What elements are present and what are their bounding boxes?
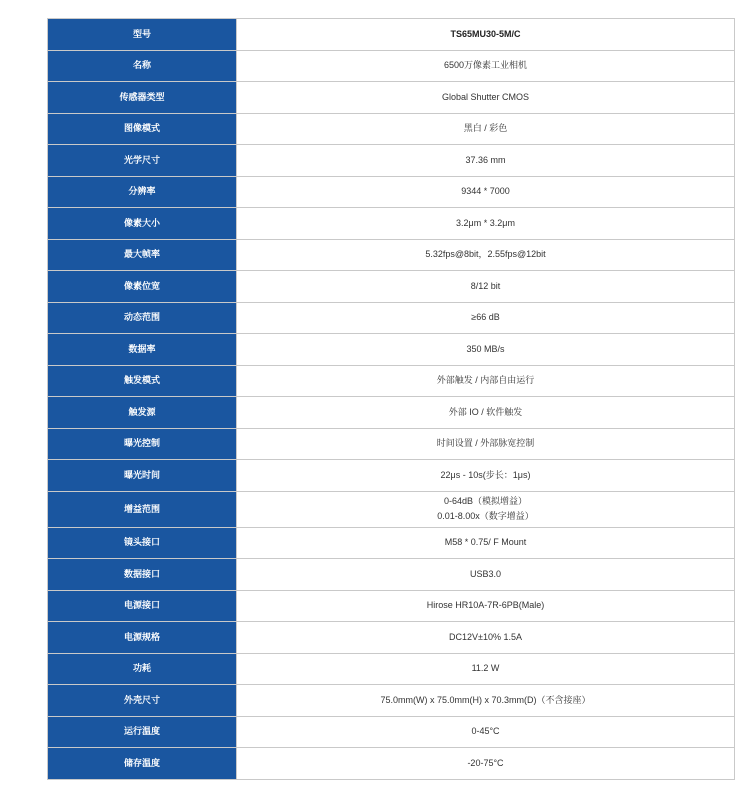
table-row [48,428,735,460]
spec-label-power-consumption: 功耗 [48,653,237,685]
spec-label-trigger-mode: 触发模式 [48,365,237,397]
table-row [48,590,735,622]
table-row [48,460,735,492]
table-row [48,334,735,366]
table-row [48,748,735,780]
table-row [48,19,735,51]
table-row [48,491,735,527]
spec-value-dynamic-range: ≥66 dB [237,302,735,334]
spec-value-resolution: 9344 * 7000 [237,176,735,208]
table-row [48,527,735,559]
spec-label-sensor-type: 传感器类型 [48,82,237,114]
spec-label-trigger-source: 触发源 [48,397,237,429]
spec-value-max-frame-rate: 5.32fps@8bit，2.55fps@12bit [237,239,735,271]
spec-value-exposure-time: 22μs - 10s(步长：1μs) [237,460,735,492]
spec-label-name: 名称 [48,50,237,82]
gain-range-analog: 0-64dB（模拟增益） [443,496,528,506]
spec-label-image-mode: 图像模式 [48,113,237,145]
spec-value-lens-mount: M58 * 0.75/ F Mount [237,527,735,559]
spec-label-resolution: 分辨率 [48,176,237,208]
table-row [48,397,735,429]
spec-label-storage-temp: 储存温度 [48,748,237,780]
spec-value-data-interface: USB3.0 [237,559,735,591]
spec-label-max-frame-rate: 最大帧率 [48,239,237,271]
spec-label-exposure-time: 曝光时间 [48,460,237,492]
spec-label-optical-size: 光学尺寸 [48,145,237,177]
spec-label-gain-range: 增益范围 [48,491,237,527]
spec-value-power-connector: Hirose HR10A-7R-6PB(Male) [237,590,735,622]
table-row [48,622,735,654]
spec-value-storage-temp: -20-75°C [237,748,735,780]
spec-value-housing-size: 75.0mm(W) x 75.0mm(H) x 70.3mm(D)（不含接座） [237,685,735,717]
spec-value-image-mode: 黑白 / 彩色 [237,113,735,145]
spec-value-operating-temp: 0-45°C [237,716,735,748]
table-row [48,50,735,82]
spec-label-exposure-control: 曝光控制 [48,428,237,460]
spec-label-power-spec: 电源规格 [48,622,237,654]
spec-value-exposure-control: 时间设置 / 外部脉宽控制 [237,428,735,460]
table-row [48,365,735,397]
table-row [48,239,735,271]
spec-value-power-spec: DC12V±10% 1.5A [237,622,735,654]
spec-value-pixel-size: 3.2μm * 3.2μm [237,208,735,240]
spec-label-lens-mount: 镜头接口 [48,527,237,559]
table-row [48,685,735,717]
spec-table [47,18,735,780]
spec-value-model: TS65MU30-5M/C [237,19,735,51]
spec-value-trigger-mode: 外部触发 / 内部自由运行 [237,365,735,397]
table-row [48,716,735,748]
spec-value-sensor-type: Global Shutter CMOS [237,82,735,114]
spec-label-data-interface: 数据接口 [48,559,237,591]
table-row [48,559,735,591]
spec-label-dynamic-range: 动态范围 [48,302,237,334]
spec-label-operating-temp: 运行温度 [48,716,237,748]
spec-value-bit-depth: 8/12 bit [237,271,735,303]
spec-label-pixel-size: 像素大小 [48,208,237,240]
spec-label-housing-size: 外壳尺寸 [48,685,237,717]
spec-value-trigger-source: 外部 IO / 软件触发 [237,397,735,429]
table-row [48,176,735,208]
table-row [48,302,735,334]
table-row [48,82,735,114]
gain-range-digital: 0.01-8.00x（数字增益） [437,511,534,521]
spec-label-power-connector: 电源接口 [48,590,237,622]
spec-value-data-rate: 350 MB/s [237,334,735,366]
spec-label-model: 型号 [48,19,237,51]
spec-label-data-rate: 数据率 [48,334,237,366]
spec-value-gain-range [237,491,735,527]
table-row [48,208,735,240]
table-row [48,145,735,177]
spec-value-optical-size: 37.36 mm [237,145,735,177]
spec-value-power-consumption: 11.2 W [237,653,735,685]
table-row [48,653,735,685]
table-row [48,113,735,145]
spec-label-bit-depth: 像素位宽 [48,271,237,303]
table-row [48,271,735,303]
spec-value-name: 6500万像素工业相机 [237,50,735,82]
